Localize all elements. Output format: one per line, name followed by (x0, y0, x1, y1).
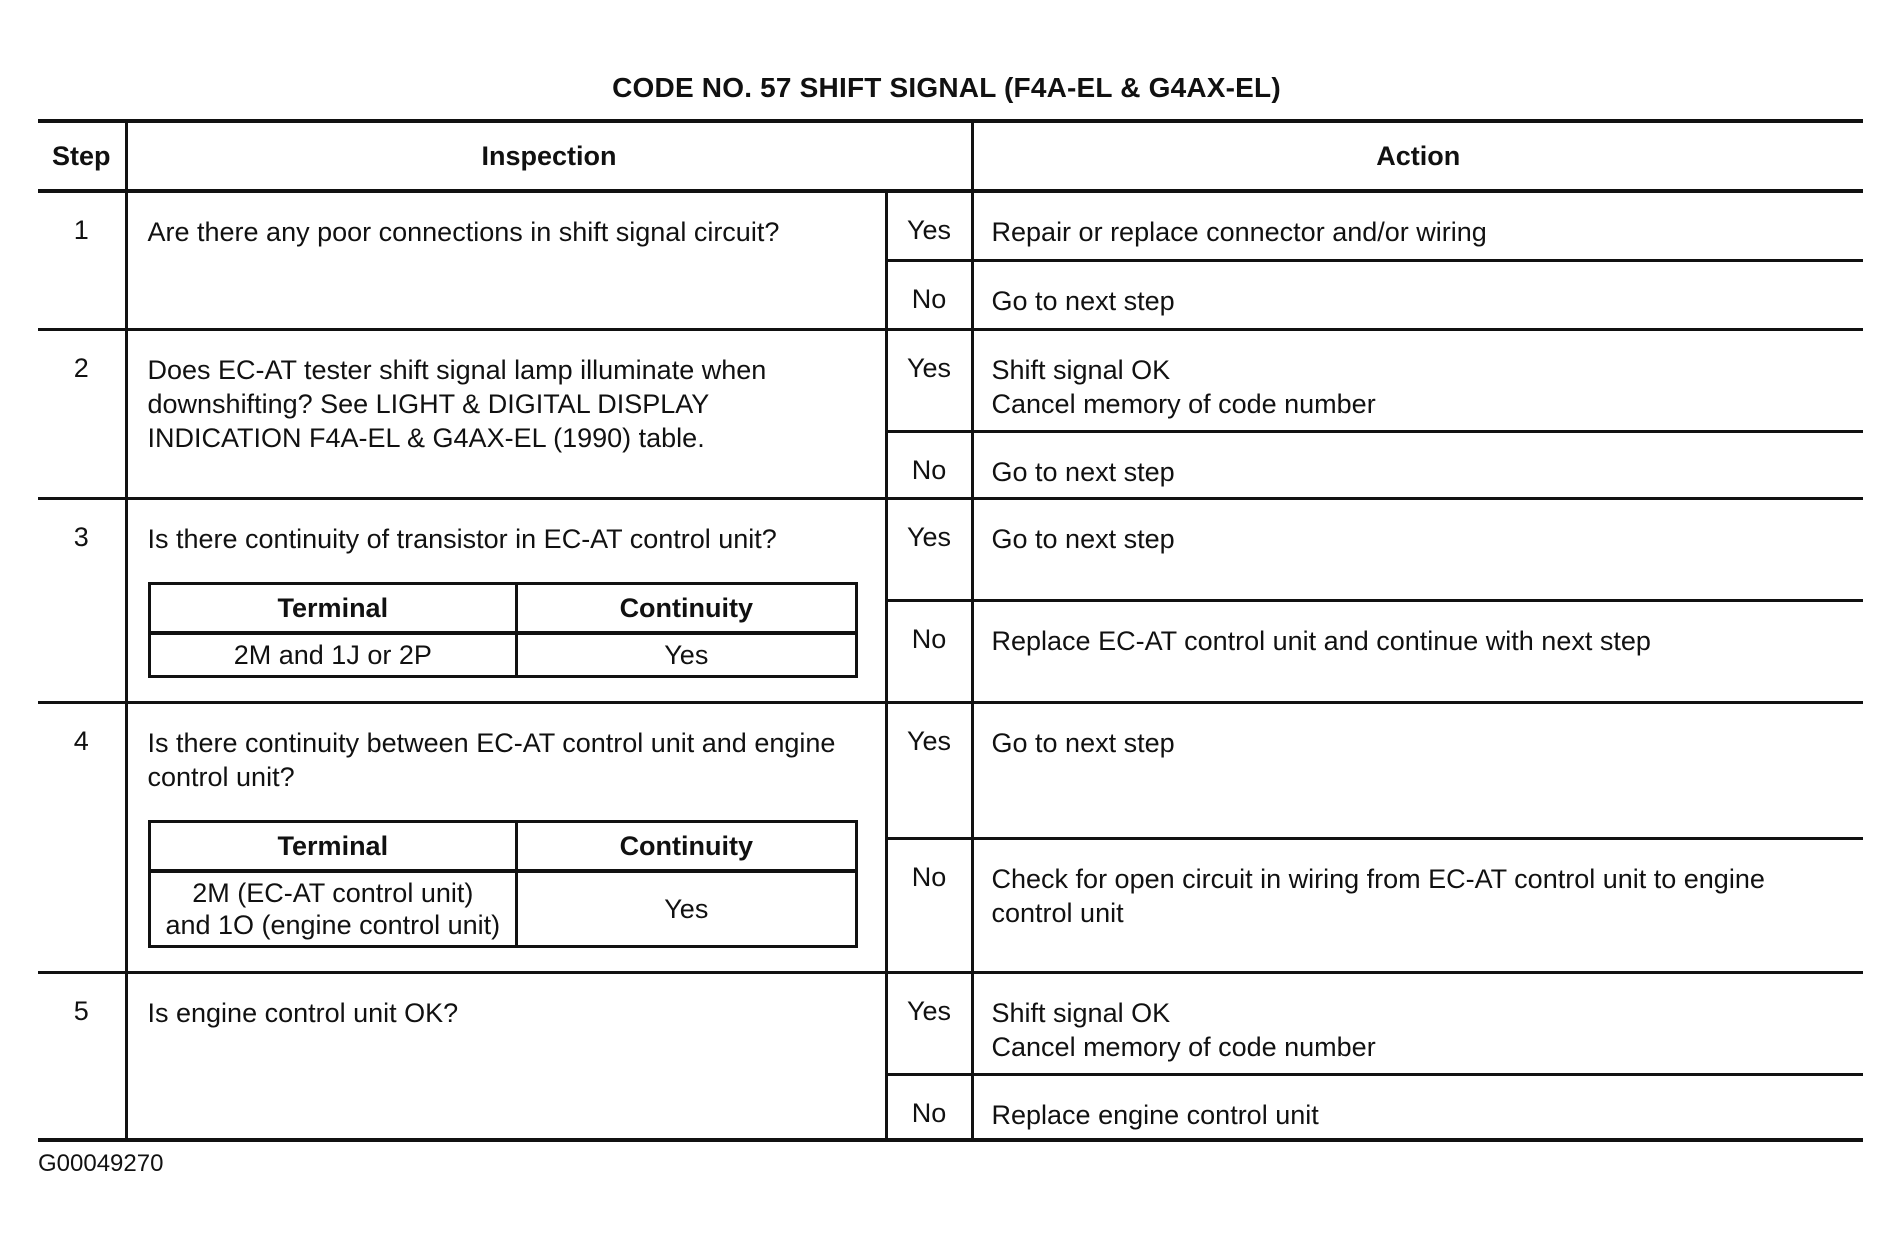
yes-action (972, 329, 1863, 431)
no-action: Replace engine control unit (972, 1074, 1863, 1140)
yes-action-line: Shift signal OK (991, 997, 1171, 1028)
no-label: No (886, 838, 972, 972)
terminal-table (148, 820, 858, 948)
inspection-text: Is engine control unit OK? (126, 972, 886, 1140)
step-number: 1 (38, 191, 126, 329)
step-number: 3 (38, 498, 126, 702)
continuity-value: Yes (517, 633, 856, 677)
table-row (38, 191, 1863, 260)
step-number: 2 (38, 329, 126, 498)
continuity-header: Continuity (517, 583, 856, 633)
step-number: 5 (38, 972, 126, 1140)
no-label: No (886, 600, 972, 702)
inspection-cell (126, 498, 886, 702)
no-action: Check for open circuit in wiring from EC-AT control unit to engine control unit (972, 838, 1863, 972)
figure-number: G00049270 (38, 1150, 164, 1177)
yes-action-line: Cancel memory of code number (991, 1031, 1376, 1062)
yes-label: Yes (886, 329, 972, 431)
page-title: CODE NO. 57 SHIFT SIGNAL (F4A-EL & G4AX-EL) (612, 72, 1281, 103)
inspection-text: Is there continuity between EC-AT control unit and engine control unit? (147, 727, 836, 792)
inspection-text: Does EC-AT tester shift signal lamp illuminate when downshifting? See LIGHT & DIGITAL DISPLAY INDICATION F4A-EL & G4AX-EL (1990) table. (126, 329, 886, 498)
table-row (38, 329, 1863, 431)
terminal-header: Terminal (149, 821, 517, 871)
continuity-header: Continuity (517, 821, 856, 871)
terminal-header: Terminal (149, 583, 517, 633)
terminal-value: 2M and 1J or 2P (149, 633, 517, 677)
no-action: Go to next step (972, 260, 1863, 329)
no-action: Go to next step (972, 431, 1863, 498)
table-row (38, 498, 1863, 600)
yes-label: Yes (886, 702, 972, 838)
yes-action: Go to next step (972, 498, 1863, 600)
inspection-text: Is there continuity of transistor in EC-AT control unit? (147, 523, 777, 554)
no-action: Replace EC-AT control unit and continue with next step (972, 600, 1863, 702)
yes-action (972, 972, 1863, 1074)
step-number: 4 (38, 702, 126, 972)
yes-action-line: Cancel memory of code number (991, 388, 1376, 419)
diagnostic-table (38, 119, 1863, 1142)
table-row (38, 972, 1863, 1074)
yes-label: Yes (886, 498, 972, 600)
inspection-text: Are there any poor connections in shift signal circuit? (126, 191, 886, 329)
terminal-table (148, 582, 858, 678)
yes-label: Yes (886, 191, 972, 260)
yes-action: Go to next step (972, 702, 1863, 838)
yes-action-line: Shift signal OK (991, 354, 1171, 385)
header-action: Action (972, 121, 1863, 191)
header-step: Step (38, 121, 126, 191)
header-inspection: Inspection (126, 121, 972, 191)
continuity-value: Yes (517, 871, 856, 947)
yes-action: Repair or replace connector and/or wiring (972, 191, 1863, 260)
no-label: No (886, 431, 972, 498)
no-label: No (886, 1074, 972, 1140)
terminal-value (149, 871, 517, 947)
yes-label: Yes (886, 972, 972, 1074)
inspection-cell (126, 702, 886, 972)
table-row (38, 702, 1863, 838)
terminal-value-line: 2M (EC-AT control unit) (192, 877, 474, 908)
terminal-value-line: and 1O (engine control unit) (165, 909, 501, 940)
header-row (38, 121, 1863, 191)
no-label: No (886, 260, 972, 329)
